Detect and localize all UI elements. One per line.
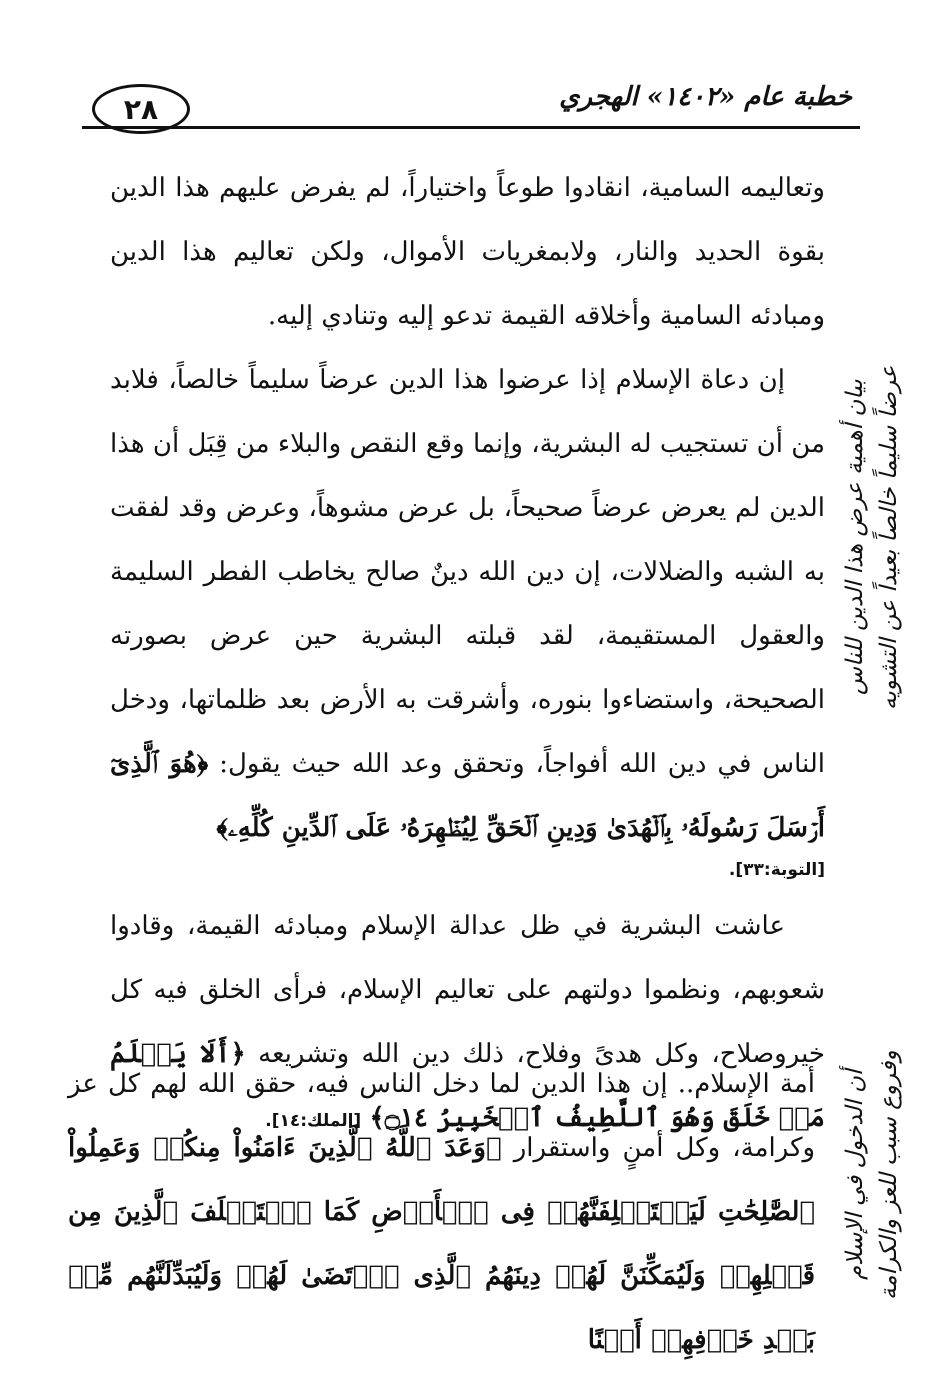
paragraph-4-text: أمة الإسلام.. إن هذا الدين لما دخل الناس فيه، حقق الله لهم كل عز وكرامة، وكل أمنٍ واستقرار bbox=[68, 1069, 816, 1163]
main-text-column-2 bbox=[68, 1052, 815, 1372]
paragraph-2-text: إن دعاة الإسلام إذا عرضوا هذا الدين عرضاً سليماً خالصاً، فلابد من أن تستجيب له البشرية، وإنما وقع النقص والبلاء من قِبَل أن هذا الدين لم يعرض عرضاً صحيحاً، بل عرض مشوهاً، وعرض وقد لفقت به الشبه والضلالات، إن دين الله دينٌ صالح يخاطب الفطر السليمة والعقول المستقيمة، لقد قبلته البشرية حين عرض بصورته الصحيحة، واستضاءوا بنوره، وأشرقت به الأرض بعد ظلماتها، ودخل الناس في دين الله أفواجاً، وتحقق وعد الله حيث يقول: bbox=[110, 365, 825, 779]
paragraph-1: وتعاليمه السامية، انقادوا طوعاً واختياراً، لم يفرض عليهم هذا الدين بقوة الحديد والنار، ولابمغريات الأموال، ولكن تعاليم هذا الدين ومبادئه السامية وأخلاقه القيمة تدعو إليه وتنادي إليه. bbox=[110, 173, 825, 331]
quran-verse-nur: ﴿وَعَدَ ٱللَّهُ ٱلَّذِينَ ءَامَنُواْ مِنكُمۡ وَعَمِلُواْ ٱلصَّٰلِحَٰتِ لَيَسۡتَخۡلِفَنَّهُمۡ فِى ٱلۡأَرۡضِ كَمَا ٱسۡتَخۡلَفَ ٱلَّذِينَ مِن قَبۡلِهِمۡ وَلَيُمَكِّنَنَّ لَهُمۡ دِينَهُمُ ٱلَّذِى ٱرۡتَضَىٰ لَهُمۡ وَلَيُبَدِّلَنَّهُم مِّنۢ بَعۡدِ خَوۡفِهِمۡ أَمۡنًا bbox=[68, 1133, 815, 1355]
header-divider bbox=[82, 126, 860, 129]
quran-verse-mulk: ﴿أَلَا يَعۡلَمُ مَنۡ خَلَقَ وَهُوَ ٱللَّطِيفُ ٱلۡخَبِيرُ ۝١٤﴾ bbox=[110, 1039, 825, 1133]
paragraph-3-text: عاشت البشرية في ظل عدالة الإسلام ومبادئه القيمة، وقادوا شعوبهم، ونظموا دولتهم على تعاليم الإسلام، فرأى الخلق فيه كل خيروصلاح، وكل هدىً وفلاح، ذلك دين الله وتشريعه bbox=[110, 911, 825, 1069]
running-title: خطبة عام «١٤٠٢» الهجري bbox=[559, 82, 852, 112]
margin-note-1: بيان أهمية عرض هذا الدين للناس عرضاً سليماً خالصاً بعيداً عن التشويه bbox=[842, 365, 902, 710]
citation-mulk: [الملك:١٤]. bbox=[265, 1111, 362, 1131]
paragraph-2 bbox=[110, 348, 825, 860]
paragraph-4 bbox=[68, 1052, 815, 1372]
margin-note-2: أن الدخول في الإسلام وفروع سبب للعز والكرامة bbox=[842, 1050, 902, 1300]
citation-tawbah: [التوبة:٣٣]. bbox=[728, 860, 825, 880]
main-text-column bbox=[110, 156, 825, 1153]
quran-verse-tawbah: ﴿هُوَ ٱلَّذِىٓ أَرۡسَلَ رَسُولَهُۥ بِٱلۡهُدَىٰ وَدِينِ ٱلۡحَقِّ لِيُظۡهِرَهُۥ عَلَى ٱلدِّينِ كُلِّهِۦ﴾ bbox=[110, 749, 825, 843]
page-number: ٢٨ bbox=[92, 84, 190, 134]
